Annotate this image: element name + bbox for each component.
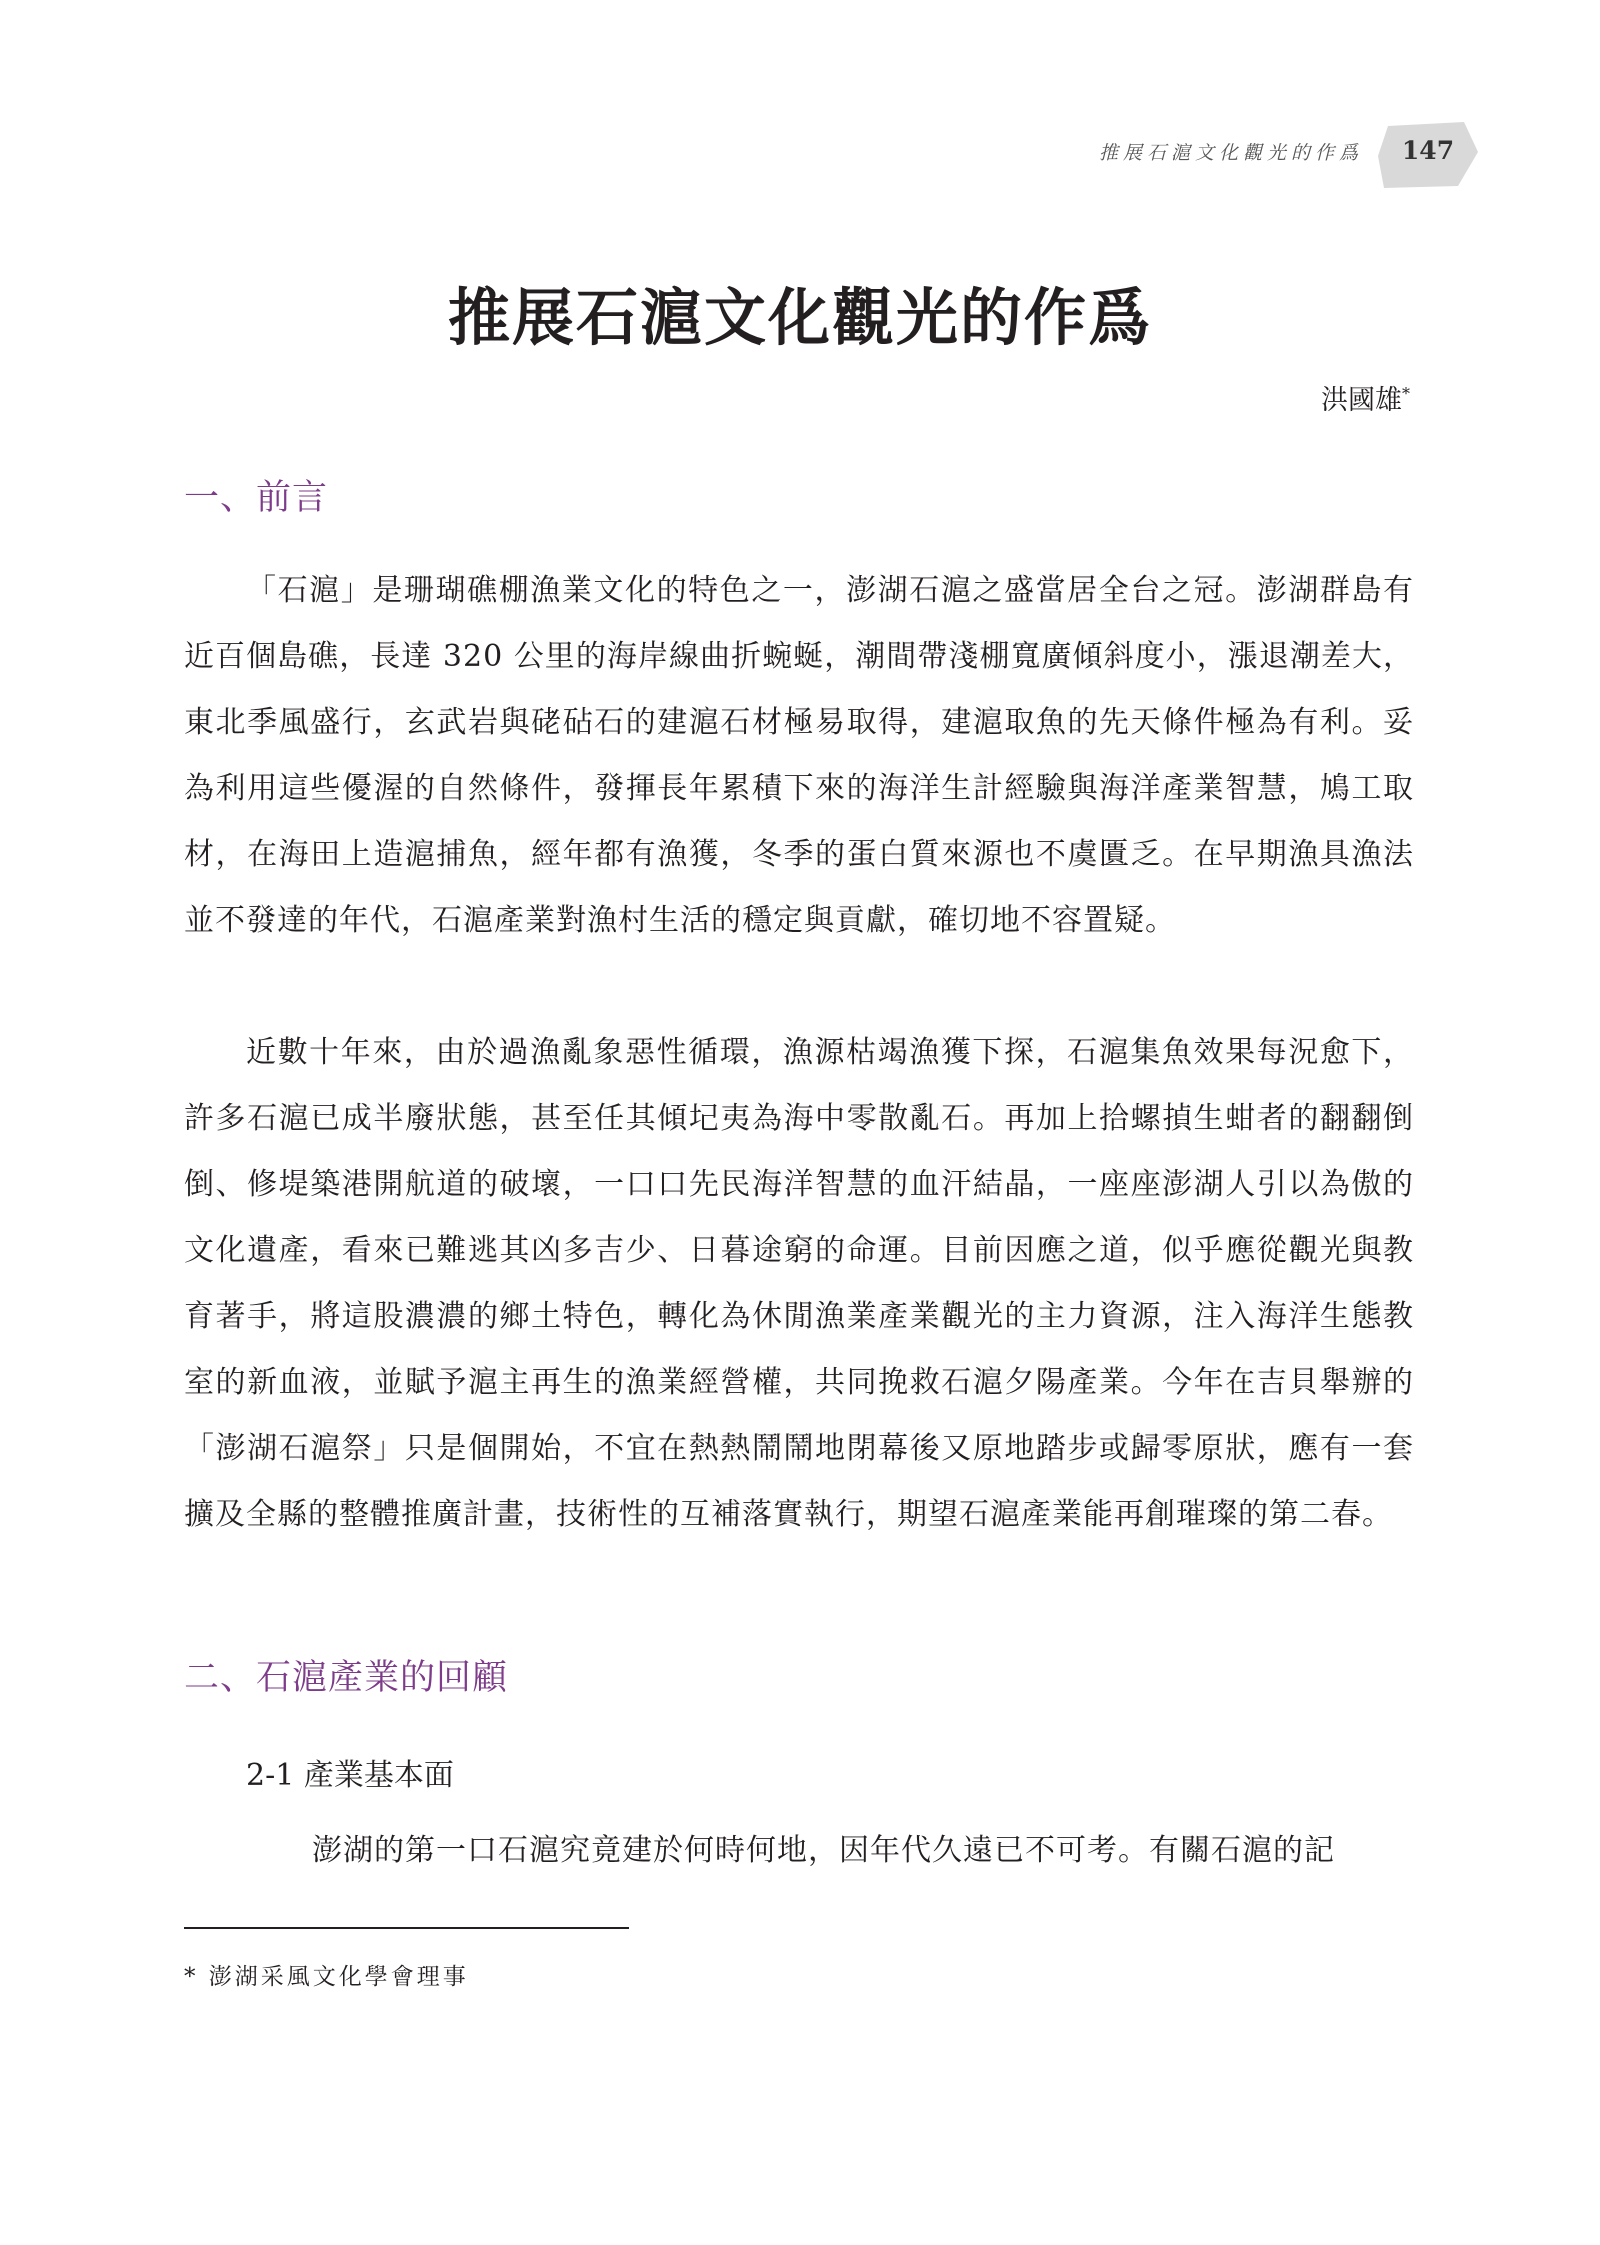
section-heading-intro: 一、前言 — [184, 478, 329, 518]
author — [1321, 378, 1410, 417]
author-name: 洪國雄 — [1321, 385, 1402, 416]
intro-paragraph-1: 「石滬」是珊瑚礁棚漁業文化的特色之一，澎湖石滬之盛當居全台之冠。澎湖群島有近百個島礁，長達 320 公里的海岸線曲折蜿蜒，潮間帶淺棚寬廣傾斜度小，漲退潮差大，東北季風盛行，玄武岩與硓砧石的建滬石材極易取得，建滬取魚的先天條件極為有利。妥為利用這些優渥的自然條件，發揮長年累積下來的海洋生計經驗與海洋產業智慧，鳩工取材，在海田上造滬捕魚，經年都有漁獲，冬季的蛋白質來源也不虞匱乏。在早期漁具漁法並不發達的年代，石滬產業對漁村生活的穩定與貢獻，確切地不容置疑。 — [184, 573, 1414, 938]
page-title: 推展石滬文化觀光的作爲 — [447, 281, 1152, 354]
footnote: * 澎湖采風文化學會理事 — [184, 1964, 469, 1990]
author-footnote-mark: * — [1402, 384, 1410, 403]
intro-paragraph-2: 近數十年來，由於過漁亂象惡性循環，漁源枯竭漁獲下探，石滬集魚效果每況愈下，許多石滬已成半廢狀態，甚至任其傾圮夷為海中零散亂石。再加上拾螺揁生蚶者的翻翻倒倒、修堤築港開航道的破壞，一口口先民海洋智慧的血汗結晶，一座座澎湖人引以為傲的文化遺產，看來已難逃其凶多吉少、日暮途窮的命運。目前因應之道，似乎應從觀光與教育著手，將這股濃濃的鄉土特色，轉化為休閒漁業產業觀光的主力資源，注入海洋生態教室的新血液，並賦予滬主再生的漁業經營權，共同挽救石滬夕陽產業。今年在吉貝舉辦的「澎湖石滬祭」只是個開始，不宜在熱熱鬧鬧地閉幕後又原地踏步或歸零原狀，應有一套擴及全縣的整體推廣計畫，技術性的互補落實執行，期望石滬產業能再創璀璨的第二春。 — [184, 1035, 1414, 1532]
page-number-badge — [1378, 122, 1478, 190]
running-head: 推展石滬文化觀光的作爲 — [1098, 142, 1363, 164]
review-paragraph-1: 澎湖的第一口石滬究竟建於何時何地，因年代久遠已不可考。有關石滬的記 — [312, 1833, 1335, 1868]
page-number: 147 — [1401, 136, 1455, 165]
subsection-heading: 2-1 產業基本面 — [246, 1758, 454, 1793]
section-heading-review: 二、石滬產業的回顧 — [184, 1658, 509, 1698]
footnote-divider — [184, 1927, 629, 1929]
